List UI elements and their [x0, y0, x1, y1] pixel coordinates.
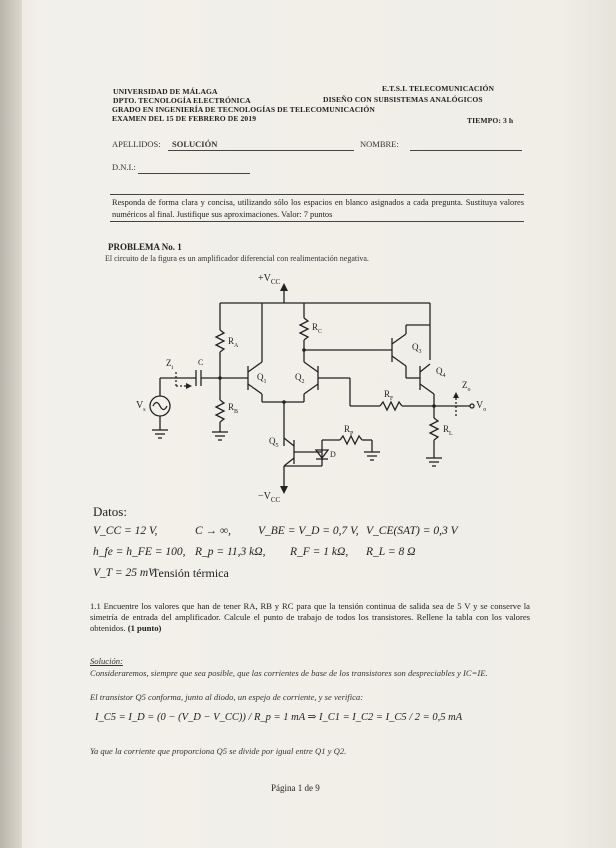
dni-label: D.N.I.: [112, 162, 136, 172]
zi-label: $Z_i$ [166, 358, 174, 371]
datos-rp: R_p = 11,3 kΩ, [195, 546, 266, 558]
solution-equation: I_C5 = I_D = (0 − (V_D − V_CC)) / R_p = 1 mA ⇒ I_C1 = I_C2 = I_C5 / 2 = 0,5 mA [95, 712, 463, 723]
degree-name: GRADO EN INGENIERÍA DE TECNOLOGÍAS DE TELECOMUNICACIÓN [112, 105, 375, 114]
datos-vbe: V_BE = V_D = 0,7 V, [258, 525, 359, 537]
capacitor-label: C [198, 358, 204, 367]
question-text: 1.1 Encuentre los valores que han de tener RA, RB y RC para que la tensión continua de salida sea de 5 V y se conserve la simetría de entrada del amplificador. Calcule el punto de trabajo de todos los transistores. Rellene la tabla con los valores obtenidos. [90, 601, 530, 633]
datos-vcc: V_CC = 12 V, [93, 525, 158, 537]
exam-time: TIEMPO: 3 h [467, 116, 514, 125]
datos-vt-text: Tensión térmica [152, 566, 229, 580]
q1-label: $Q_1$ [257, 372, 267, 385]
rf-label: $R_F$ [384, 389, 394, 402]
q2-label: $Q_2$ [295, 372, 305, 385]
vs-label: $V_s$ [136, 400, 146, 413]
question-1-1 [90, 601, 530, 634]
rb-label: $R_B$ [228, 402, 239, 415]
datos-vcesat: V_CE(SAT) = 0,3 V [366, 525, 458, 537]
department-name: DPTO. TECNOLOGÍA ELECTRÓNICA [113, 96, 251, 105]
q3-label: $Q_3$ [412, 342, 422, 355]
school-name: E.T.S.I. TELECOMUNICACIÓN [382, 84, 495, 93]
diode-label: D [330, 450, 336, 459]
zo-label: $Z_o$ [462, 380, 471, 393]
datos-c: C → ∞, [195, 525, 231, 537]
apellidos-value: SOLUCIÓN [172, 139, 218, 149]
solution-label: Solución: [90, 656, 123, 666]
datos-rf: R_F = 1 kΩ, [290, 546, 349, 558]
solution-paragraph-2: El transistor Q5 conforma, junto al diodo, un espejo de corriente, y se verifica: [90, 692, 364, 702]
vo-label: $V_o$ [476, 400, 487, 413]
ra-label: $R_A$ [228, 336, 239, 349]
subject-name: DISEÑO CON SUBSISTEMAS ANALÓGICOS [323, 95, 483, 104]
datos-title: Datos: [93, 504, 127, 519]
university-name: UNIVERSIDAD DE MÁLAGA [113, 87, 218, 96]
q5-label: $Q_5$ [269, 436, 279, 449]
rc-label: $R_C$ [312, 322, 323, 335]
page-number: Página 1 de 9 [271, 783, 320, 793]
solution-paragraph-3: Ya que la corriente que proporciona Q5 se divide por igual entre Q1 y Q2. [90, 746, 347, 756]
problem-text: El circuito de la figura es un amplificador diferencial con realimentación negativa. [105, 254, 369, 263]
rp-label: $R_P$ [344, 424, 354, 437]
vcc-bottom-label: $-V_{CC}$ [258, 491, 281, 504]
datos-hfe: h_fe = h_FE = 100, [93, 546, 186, 558]
solution-paragraph-1: Consideraremos, siempre que sea posible, que las corrientes de base de los transistores son despreciables y IC=IE. [90, 668, 488, 678]
instructions-text: Responda de forma clara y concisa, utilizando sólo los espacios en blanco asignados a cada pregunta. Sustituya valores numéricos al final. Justifique sus aproximaciones. Valor: 7 puntos [112, 198, 524, 219]
question-points: (1 punto) [127, 623, 162, 633]
rl-label: $R_L$ [443, 424, 453, 437]
datos-vt: V_T = 25 mV [93, 567, 156, 579]
datos-rl: R_L = 8 Ω [366, 546, 416, 558]
problem-title: PROBLEMA No. 1 [108, 242, 182, 252]
vcc-top-label: $+V_{CC}$ [258, 273, 281, 286]
q4-label: $Q_4$ [436, 366, 446, 379]
exam-date: EXAMEN DEL 15 DE FEBRERO DE 2019 [112, 114, 257, 123]
apellidos-label: APELLIDOS: [112, 139, 161, 149]
nombre-label: NOMBRE: [360, 139, 399, 149]
